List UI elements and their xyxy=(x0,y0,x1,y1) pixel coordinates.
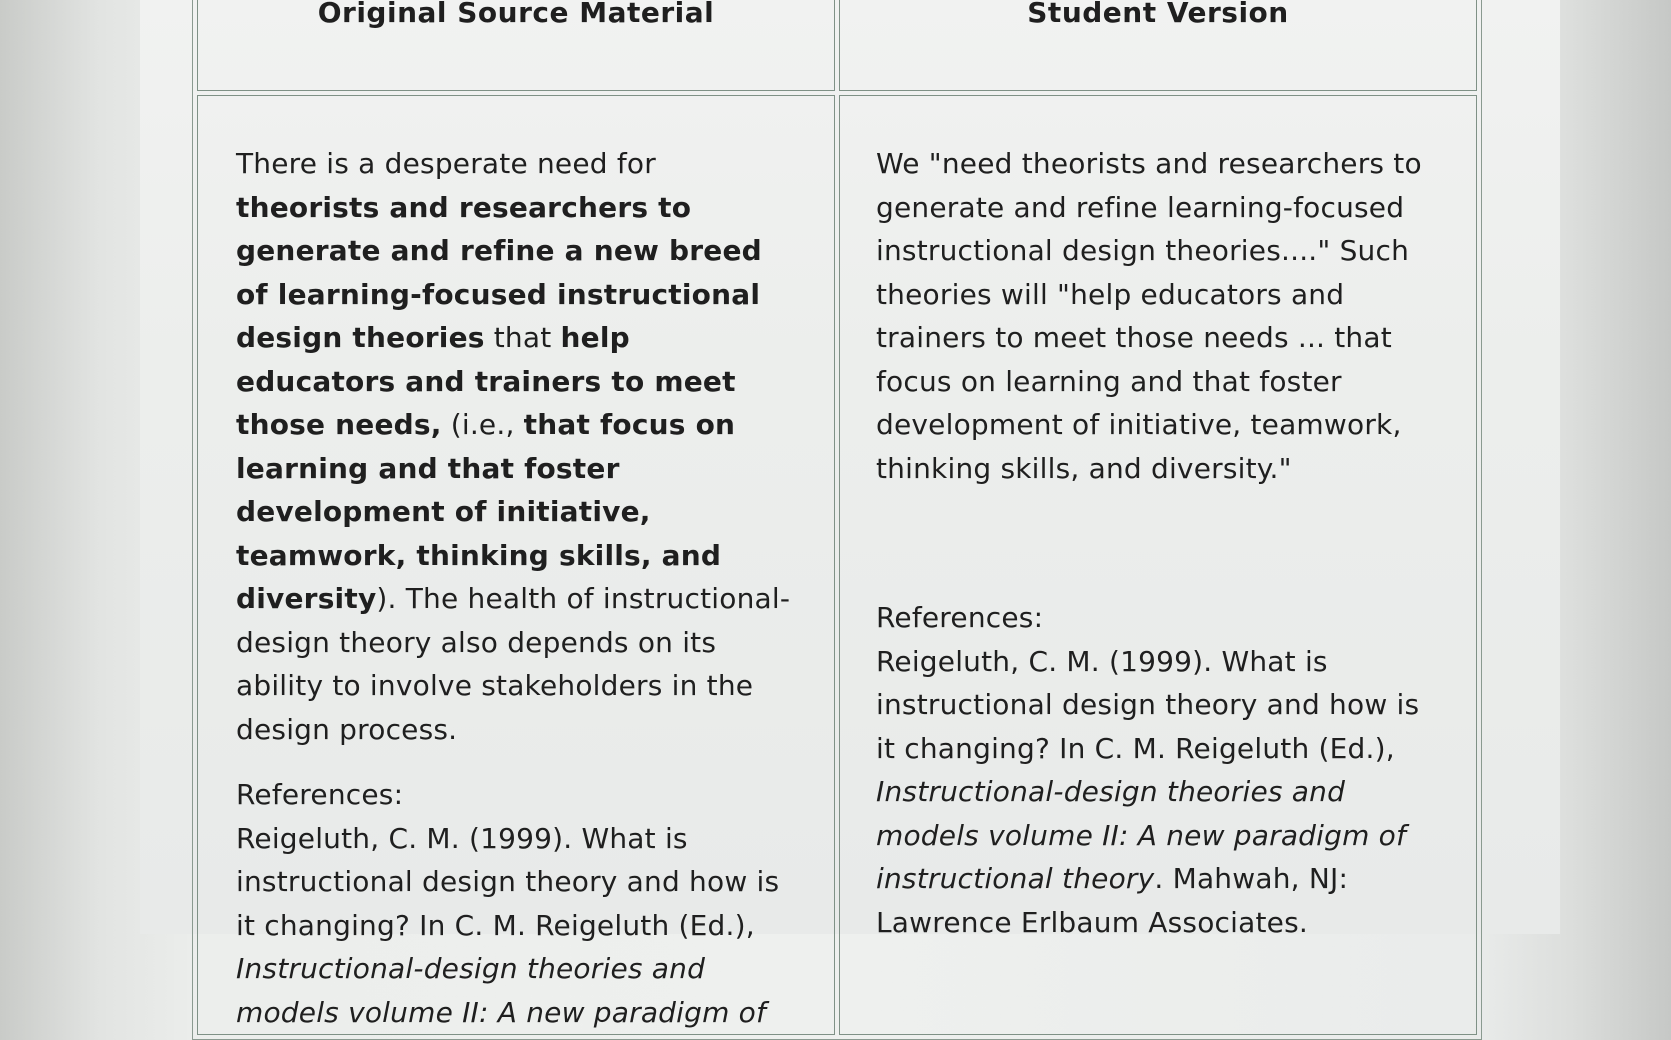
student-references-label: References: xyxy=(876,601,1044,634)
original-text-3: (i.e., xyxy=(441,408,524,441)
original-source-cell xyxy=(197,95,835,1035)
original-text-1: There is a desperate need for xyxy=(236,147,656,180)
header-student-version: Student Version xyxy=(839,0,1477,91)
original-bold-3: that focus on learning and that foster development of initiative, teamwork, thinking skills, and diversity xyxy=(236,408,736,615)
original-text-2: that xyxy=(484,321,561,354)
student-paragraph: We "need theorists and researchers to generate and refine learning-focused instructional design theories...." Such theories will "help educators and trainers to meet those needs ... that focus on learning and that foster development of initiative, teamwork, thinking skills, and diversity." xyxy=(876,147,1422,485)
original-references-label: References: xyxy=(236,778,404,811)
student-version-text xyxy=(840,96,1476,944)
original-reference-text: Reigeluth, C. M. (1999). What is instructional design theory and how is it changing? In C. M. Reigeluth (Ed.), xyxy=(236,821,780,942)
original-text-4: ). The health of instructional-design theory also depends on its ability to involve stakeholders in the design process. xyxy=(236,582,791,746)
original-bold-2: help educators and trainers to meet those needs, xyxy=(236,321,736,441)
original-bold-1: theorists and researchers to generate and refine a new breed of learning-focused instructional design theories xyxy=(236,190,762,354)
student-version-cell xyxy=(839,95,1477,1035)
student-reference-text: Reigeluth, C. M. (1999). What is instructional design theory and how is it changing? In C. M. Reigeluth (Ed.), xyxy=(876,644,1420,765)
original-reference-title: Instructional-design theories and models volume II: A new paradigm of xyxy=(236,952,767,1029)
original-source-text xyxy=(198,96,834,1034)
header-row xyxy=(197,0,1477,91)
student-reference-title: Instructional-design theories and models volume II: A new paradigm of instructional theory xyxy=(876,775,1407,895)
content-row xyxy=(197,95,1477,1035)
student-reference-tail: . Mahwah, NJ: Lawrence Erlbaum Associates. xyxy=(876,862,1349,939)
comparison-table xyxy=(192,0,1482,1040)
header-original-source: Original Source Material xyxy=(197,0,835,91)
